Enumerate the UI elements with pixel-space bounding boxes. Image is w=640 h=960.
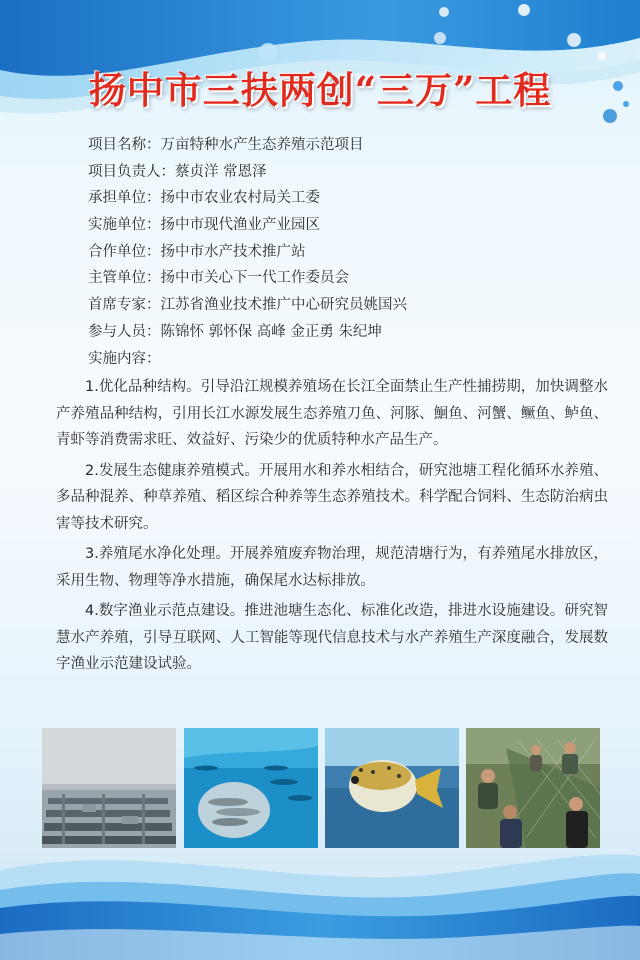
- info-row-partner-unit: 合作单位：扬中市水产技术推广站: [88, 243, 306, 260]
- content-paragraph-1: 1.优化品种结构。引导沿江规模养殖场在长江全面禁止生产性捕捞期，加快调整水产养殖品种结构，引用长江水源发展生态养殖刀鱼、河豚、鮰鱼、河蟹、鳜鱼、鲈鱼、青虾等消费需求旺、效益好、污染少的优质特种水产品生产。: [56, 379, 608, 448]
- implementation-content: [56, 374, 608, 682]
- info-row-project-name: 项目名称：万亩特种水产生态养殖示范项目: [88, 137, 364, 153]
- info-row-participants: 参与人员：陈锦怀 郭怀保 高峰 金正勇 朱纪坤: [88, 323, 382, 340]
- info-row-undertaking-unit: 承担单位：扬中市农业农村局关工委: [88, 190, 320, 207]
- info-row-chief-expert: 首席专家：江苏省渔业技术推广中心研究员姚国兴: [88, 297, 407, 314]
- info-row-implementing-unit: 实施单位：扬中市现代渔业产业园区: [88, 217, 320, 234]
- project-info-list: [88, 132, 608, 372]
- info-row-content-heading: 实施内容：: [88, 350, 161, 367]
- info-row-project-lead: 项目负责人：蔡贞洋 常恩泽: [88, 163, 267, 180]
- content-paragraph-4: 4.数字渔业示范点建设。推进池塘生态化、标准化改造，排进水设施建设。研究智慧水产养殖，引导互联网、人工智能等现代信息技术与水产养殖生产深度融合，发展数字渔业示范建设试验。: [56, 603, 608, 672]
- info-row-supervising-unit: 主管单位：扬中市关心下一代工作委员会: [88, 270, 349, 287]
- content-paragraph-2: 2.发展生态健康养殖模式。开展用水和养水相结合，研究池塘工程化循环水养殖、多品种混养、种草养殖、稻区综合种养等生态养殖技术。科学配合饲料、生态防治病虫害等技术研究。: [56, 462, 608, 532]
- bottom-wave-decoration: [0, 830, 640, 960]
- poster-title: 扬中市三扶两创“三万”工程: [88, 68, 552, 112]
- content-paragraph-3: 3.养殖尾水净化处理。开展养殖废弃物治理，规范清塘行为，有养殖尾水排放区，采用生物、物理等净水措施，确保尾水达标排放。: [56, 546, 608, 589]
